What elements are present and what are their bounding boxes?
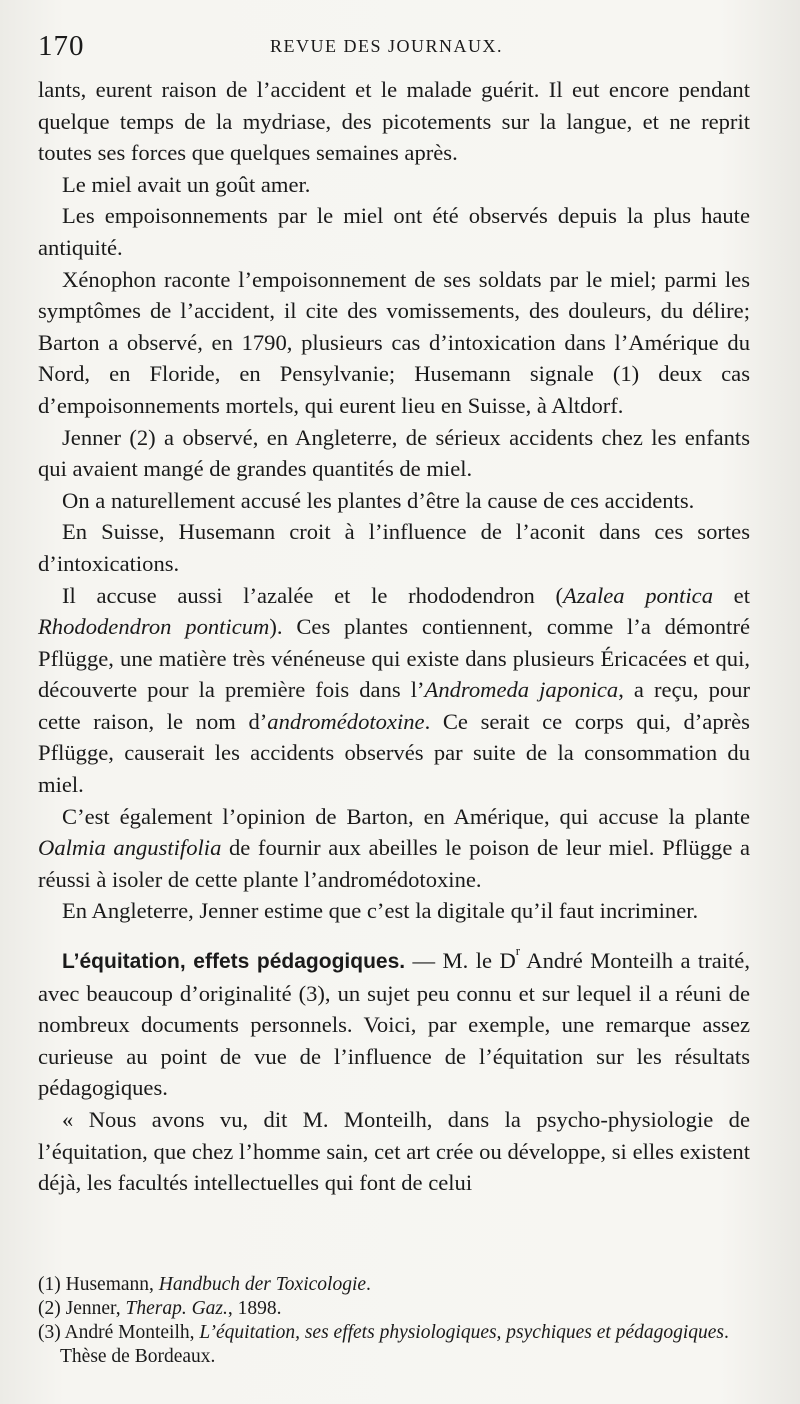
body-text	[38, 74, 750, 1199]
footnote-1-italic: Handbuch der Toxicologie	[158, 1274, 367, 1295]
footnote-1-text-1: (1) Husemann,	[38, 1274, 159, 1295]
page-number: 170	[38, 30, 85, 62]
paragraph-10: En Angleterre, Jenner estime que c’est la digitale qu’il faut incriminer.	[62, 898, 699, 924]
footnote-3-text-1: (3) André Monteilh,	[38, 1322, 200, 1343]
paragraph-9-text-1: C’est également l’opinion de Barton, en Amérique, qui accuse la plante	[62, 803, 750, 829]
paragraph-9	[38, 801, 750, 896]
paragraph-8-italic-4: andromédotoxine	[267, 708, 425, 734]
footnote-1	[38, 1273, 750, 1297]
paragraph-6: On a naturellement accusé les plantes d’être la cause de ces accidents.	[62, 487, 695, 513]
footnote-2	[38, 1297, 750, 1321]
footnote-2-text-1: (2) Jenner,	[38, 1298, 126, 1319]
paragraph-8-text-4: , a reçu, pour cette raison, le nom d’	[38, 677, 750, 734]
paragraph-8-text-3: ). Ces plantes contiennent, comme l’a démontré Pflügge, une matière très vénéneuse qui existe dans plusieurs Éricacées et qui, découverte pour la première fois dans l’	[38, 614, 750, 703]
section-text-1: — M. le D	[405, 948, 516, 974]
footnote-3	[38, 1321, 750, 1369]
paragraph-3: Les empoisonnements par le miel ont été observés depuis la plus haute antiquité.	[38, 203, 750, 260]
paragraph-8-text-5: . Ce serait ce corps qui, d’après Pflügge, causerait les accidents observés par suite de la consommation du miel.	[38, 708, 750, 798]
paragraph-2: Le miel avait un goût amer.	[62, 171, 311, 197]
footnote-3-text-2: . Thèse de Bordeaux.	[60, 1322, 729, 1367]
paragraph-1: lants, eurent raison de l’accident et le malade guérit. Il eut encore pendant quelque temps de la mydriase, des picotements sur la langue, et ne reprit toutes ses forces que quelques semaines après.	[38, 77, 750, 166]
running-title: REVUE DES JOURNAUX.	[270, 36, 504, 56]
paragraph-12: « Nous avons vu, dit M. Monteilh, dans la psycho-physiologie de l’équitation, que chez l’homme sain, cet art crée ou développe, si elles existent déjà, les facultés intellectuelles qui font de celui	[38, 1107, 750, 1196]
footnote-3-italic: L’équitation, ses effets physiologiques, psychiques et pédagogiques	[199, 1322, 725, 1343]
paragraph-7: En Suisse, Husemann croit à l’influence de l’aconit dans ces sortes d’intoxications.	[38, 519, 750, 576]
paragraph-9-italic-1: Oalmia angustifolia	[38, 835, 222, 861]
footnotes	[38, 1273, 750, 1369]
paragraph-8-italic-1: Azalea pontica	[563, 582, 713, 608]
paragraph-8-italic-2: Rhododendron ponticum	[38, 614, 270, 640]
paragraph-5: Jenner (2) a observé, en Angleterre, de sérieux accidents chez les enfants qui avaient mangé de grandes quantités de miel.	[38, 424, 750, 482]
section-superscript: r	[515, 943, 521, 959]
running-head	[38, 30, 758, 66]
footnote-2-italic: Therap. Gaz.	[125, 1298, 228, 1319]
paragraph-4: Xénophon raconte l’empoisonnement de ses soldats par le miel; parmi les symptômes de l’accident, il cite des vomissements, des douleurs, du délire; Barton a observé, en 1790, plusieurs cas d’intoxication dans l’Amérique du Nord, en Floride, en Pensylvanie; Husemann signale (1) deux cas d’empoisonnements mortels, qui eurent lieu en Suisse, à Altdorf.	[38, 266, 750, 418]
paragraph-8-text-2: et	[713, 582, 750, 608]
paragraph-8-text-1: Il accuse aussi l’azalée et le rhododendron (	[62, 582, 564, 608]
footnote-2-text-2: , 1898.	[227, 1298, 282, 1319]
footnote-1-text-2: .	[366, 1274, 371, 1295]
section-heading: L’équitation, effets pédagogiques.	[62, 950, 406, 974]
paragraph-8-italic-3: Andromeda japonica	[424, 677, 619, 703]
section-paragraph	[38, 945, 750, 1104]
paragraph-9-text-2: de fournir aux abeilles le poison de leur miel. Pflügge a réussi à isoler de cette plante l’andromédotoxine.	[38, 835, 751, 892]
paragraph-8	[38, 580, 750, 801]
section-text-2: André Monteilh a traité, avec beaucoup d’originalité (3), un sujet peu connu et sur lequel il a réuni de nombreux documents personnels. Voici, par exemple, une remarque assez curieuse au point de vue de l’influence de l’équitation sur les résultats pédagogiques.	[38, 948, 750, 1101]
